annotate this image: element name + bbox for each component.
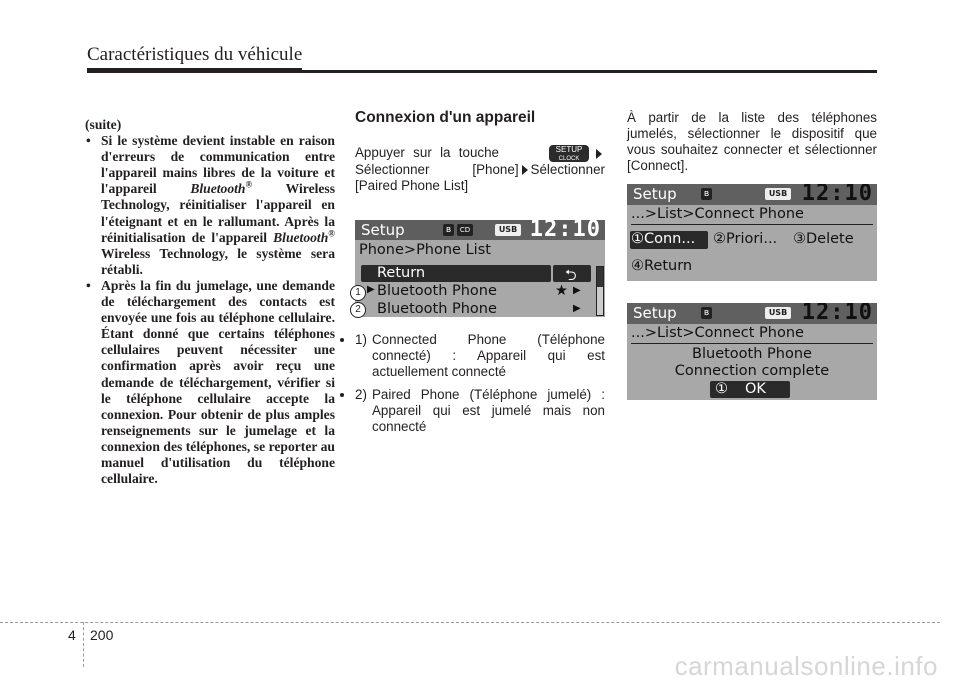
footer-vertical-rule	[83, 622, 84, 667]
bullet1-text-a: Si le système devient instable en raison d'erreurs de communication entre l'appareil mains libres de la voiture et l'appareil	[101, 133, 335, 197]
section-title: Connexion d'un appareil	[355, 109, 536, 126]
screen-path: Phone>Phone List	[359, 242, 491, 258]
bluetooth-word-2: Bluetooth	[273, 229, 329, 245]
list-text-2: Paired Phone (Téléphone jumelé) : Appareil qui est jumelé mais non connecté	[372, 387, 605, 434]
return-row-label: Return	[377, 265, 426, 281]
return-icon: ⮌	[565, 268, 577, 284]
bluetooth-icon: ʙ	[701, 188, 712, 200]
clock-key-label: CLOCK	[558, 155, 580, 162]
screen-divider	[631, 343, 873, 344]
header-rule-accent	[87, 68, 302, 73]
screen-connection-complete	[627, 303, 877, 400]
registered-mark-2: ®	[328, 228, 335, 239]
definition-connected-phone	[355, 332, 605, 380]
chapter-number: 4	[68, 627, 76, 643]
message-line-1: Bluetooth Phone	[692, 346, 812, 362]
screen-connect-phone	[627, 184, 877, 281]
phone-row-1[interactable]: Bluetooth Phone	[377, 283, 497, 299]
callout-2: 2	[350, 302, 366, 318]
bluetooth-icon: ʙ	[443, 224, 454, 236]
screen-clock: 12:10	[801, 184, 873, 206]
screen-title: Setup	[633, 304, 677, 322]
screen-title: Setup	[633, 185, 677, 203]
setup-key-label: SETUP	[555, 145, 583, 154]
footer-rule	[0, 622, 940, 623]
return-option[interactable]: ④Return	[631, 258, 693, 274]
column-middle	[355, 110, 605, 194]
bluetooth-icon: ʙ	[701, 307, 712, 319]
screen-phone-list	[355, 220, 605, 317]
list-text-1: Connected Phone (Téléphone connecté) : Appareil qui est actuellement connecté	[372, 332, 605, 379]
column-right-paragraph: À partir de la liste des téléphones jumelés, sélectionner le dispositif que vous souhaitez connecter et sélectionner [Connect].	[627, 110, 877, 173]
usb-icon: USB	[765, 188, 791, 200]
screen-divider	[631, 224, 873, 225]
list-number-1: • 1)	[355, 332, 367, 347]
phone-row-1-arrow-icon: ▶	[367, 284, 375, 295]
column-middle-list	[355, 320, 605, 442]
arrow-right-icon	[596, 149, 602, 159]
cd-icon: CD	[457, 224, 473, 236]
bullet1-text-c: Wireless Technology, le système sera rétabli.	[101, 245, 335, 277]
screen-clock: 12:10	[529, 220, 601, 242]
connect-option: ①Conn...	[631, 231, 696, 247]
page-number: 200	[90, 627, 114, 643]
definition-paired-phone	[355, 387, 605, 435]
bullet1-text-b: Wireless Technology, réinitialiser l'appareil en l'éteignant et en le rallumant. Après la réinitialisation de l'appareil	[101, 181, 335, 245]
list-number-2: • 2)	[355, 387, 367, 402]
connected-star-icon: ★	[555, 283, 568, 299]
column-left	[85, 117, 335, 487]
message-line-2: Connection complete	[674, 363, 830, 379]
screen-path: ...>List>Connect Phone	[631, 325, 804, 341]
watermark: carmanualsonline.info	[674, 651, 938, 681]
page-header-title: Caractéristiques du véhicule	[87, 44, 303, 65]
suite-label: (suite)	[85, 117, 122, 132]
screen-title: Setup	[361, 221, 405, 239]
screen-path: ...>List>Connect Phone	[631, 206, 804, 222]
instruction-text-a: Appuyer sur la touche	[355, 145, 499, 161]
ok-button-number: ①	[715, 381, 728, 397]
bullet-reset-device	[85, 133, 335, 278]
priority-option[interactable]: ②Priori...	[713, 231, 778, 247]
arrow-right-icon-2	[522, 165, 528, 175]
usb-icon: USB	[765, 307, 791, 319]
ok-button-label: OK	[745, 381, 766, 397]
phone-row-1-expand-icon: ▶	[573, 285, 581, 296]
bluetooth-word: Bluetooth	[190, 181, 246, 197]
scrollbar-thumb[interactable]	[597, 267, 603, 287]
delete-option[interactable]: ③Delete	[793, 231, 854, 247]
definitions-list	[355, 332, 605, 435]
registered-mark: ®	[245, 179, 253, 190]
instruction-text-c: Sélectionner [Paired Phone List]	[355, 162, 605, 193]
instruction-text-b: Sélectionner [Phone]	[355, 162, 519, 177]
setup-clock-key-icon	[549, 145, 589, 162]
phone-row-2-expand-icon: ▶	[573, 303, 581, 314]
screen-clock: 12:10	[801, 303, 873, 325]
bullet-pairing-download: • Après la fin du jumelage, une demande de téléchargement des contacts est envoyée une fois au téléphone cellulaire. Étant donné que certains téléphones cellulaires peuvent nécessiter une confirmation après avoir reçu une demande de téléchargement, vérifier si le téléphone cellulaire accepte la connexion. Pour obtenir de plus amples renseignements sur le jumelage et la connexion des téléphones, se reporter au manuel d'utilisation du téléphone cellulaire.	[85, 278, 335, 487]
usb-icon: USB	[495, 224, 521, 236]
phone-row-2[interactable]: Bluetooth Phone	[377, 301, 497, 317]
instruction-paragraph	[355, 145, 605, 194]
callout-1: 1	[350, 285, 366, 301]
